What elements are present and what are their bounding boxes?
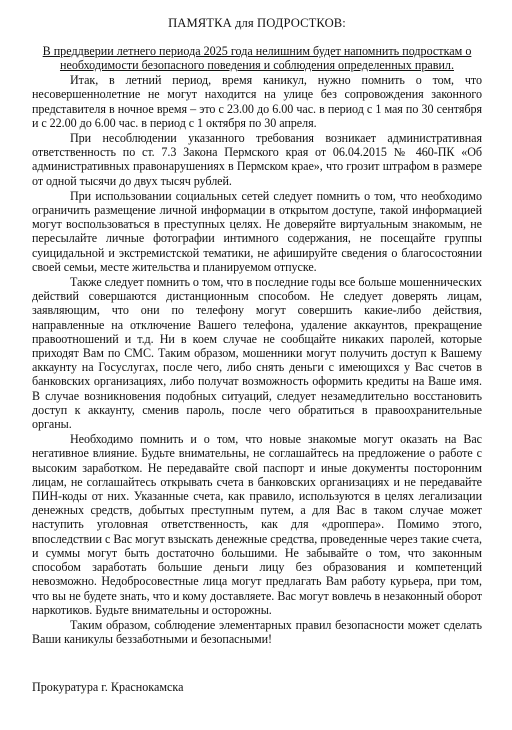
- signature: Прокуратура г. Краснокамска: [32, 680, 184, 695]
- paragraph-fraud: Также следует помнить о том, что в последние годы все больше мошеннических действий совершаются дистанционным способом. Не следует доверять лицам, заявляющим, что они по телефону могут совершить какие-либо действия, направленные на отключение Вашего телефона, удаление аккаунтов, прекращение правоотношений и т.д. Ни в коем случае не сообщайте никаких паролей, которые приходят Вам по СМС. Таким образом, мошенники могут получить доступ к Вашему аккаунту на Госуслугах, после чего, либо снять деньги с имеющихся у Вас счетов в банковских организациях, либо получат возможность оформить кредиты на Ваше имя. В случае возникновения подобных ситуаций, следует незамедлительно восстановить доступ к аккаунту, сменив пароль, после чего обратиться в правоохранительные органы.: [32, 275, 482, 432]
- paragraph-social-networks: При использовании социальных сетей следует помнить о том, что необходимо ограничить размещение личной информации в открытом доступе, такой информацией могут воспользоваться в преступных целях. Не доверяйте виртуальным знакомым, не пересылайте личные фотографии интимного содержания, не посещайте группы суицидальной и экстремистской тематики, не афишируйте сведения о благосостоянии своей семьи, месте жительства и планируемом отпуске.: [32, 188, 482, 274]
- paragraph-liability: При несоблюдении указанного требования возникает административная ответственность по ст. 7.3 Закона Пермского края от 06.04.2015 № 460-ПК «Об административных правонарушениях в Пермском крае», что грозит штрафом в размере от одной тысячи до двух тысяч рублей.: [32, 131, 482, 188]
- document-title: ПАМЯТКА для ПОДРОСТКОВ:: [168, 16, 346, 30]
- paragraph-new-acquaintances: Необходимо помнить и о том, что новые знакомые могут оказать на Вас негативное влияние. Будьте внимательны, не соглашайтесь на предложение о работе с высоким заработком. Не передавайте свой паспорт и иные документы посторонним лицам, не соглашайтесь открывать счета в банковских организациях и не передавайте ПИН-коды от них. Указанные счета, как правило, используются в целях легализации денежных средств, добытых преступным путем, а для Вас в таком случае может наступить уголовная ответственность, как для «дроппера». Помимо этого, впоследствии с Вас могут взыскать денежные средства, проведенные через такие счета, и суммы могут быть достаточно большими. Не забывайте о том, что законным способом заработать большие деньги лицу без образования и компетенций невозможно. Недобросовестные лица могут предлагать Вам работу курьера, при том, что вы не будете знать, что и кому доставляете. Вас могут вовлечь в незаконный оборот наркотиков. Будьте внимательны и осторожны.: [32, 432, 482, 617]
- document-subtitle: В преддверии летнего периода 2025 года нелишним будет напомнить подросткам о необходимости безопасного поведения и соблюдения определенных правил.: [42, 44, 472, 73]
- paragraph-conclusion: Таким образом, соблюдение элементарных правил безопасности может сделать Ваши каникулы беззаботными и безопасными!: [32, 617, 482, 647]
- paragraph-curfew: Итак, в летний период, время каникул, нужно помнить о том, что несовершеннолетние не могут находится на улице без сопровождения законного представителя в ночное время – это с 23.00 до 6.00 час. в период с 1 мая по 30 сентября и с 22.00 до 6.00 час. в период с 1 октября по 30 апреля.: [32, 73, 482, 130]
